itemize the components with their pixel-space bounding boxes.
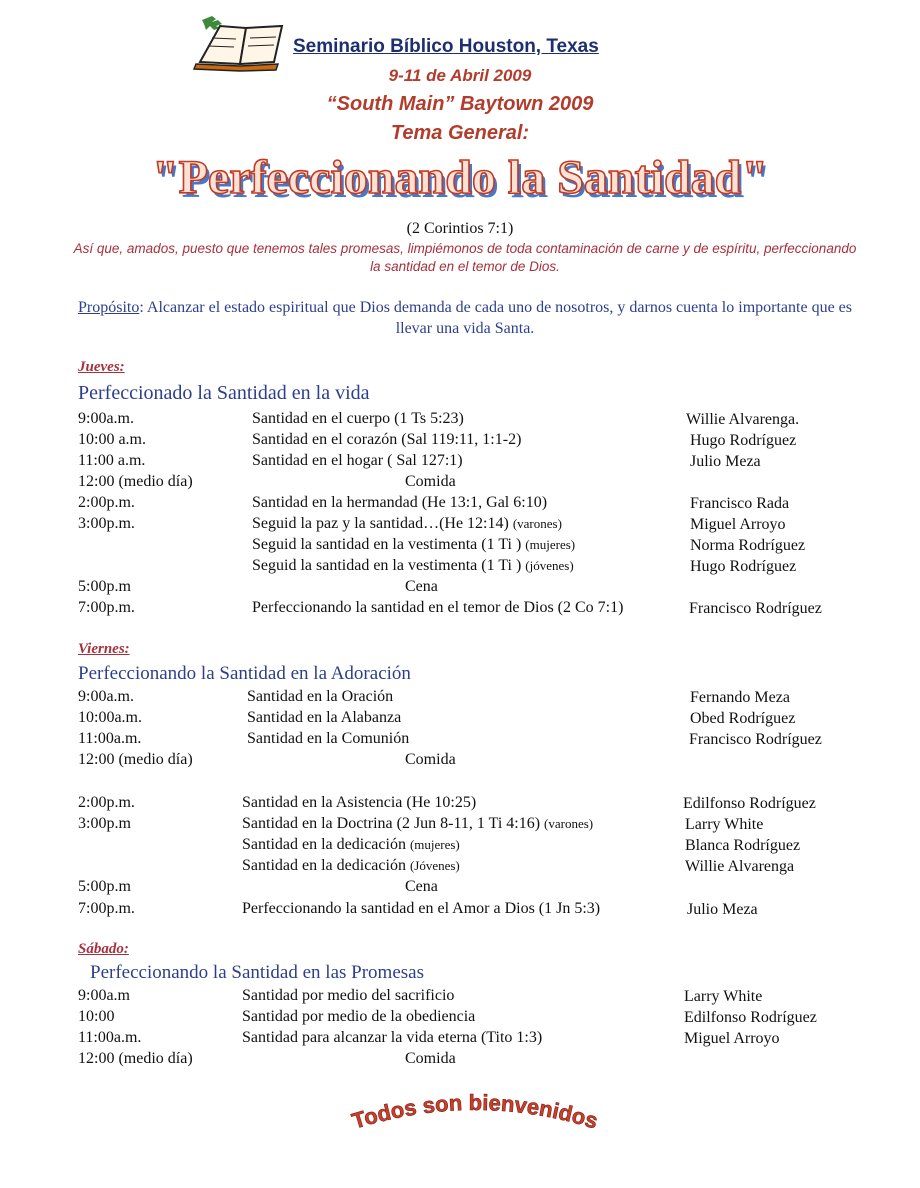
schedule-speaker: Francisco Rada bbox=[690, 495, 790, 512]
schedule-time: 12:00 (medio día) bbox=[78, 751, 193, 768]
schedule-topic: Santidad por medio del sacrificio bbox=[242, 987, 455, 1004]
schedule-time: 12:00 (medio día) bbox=[78, 1050, 193, 1067]
meal-break: Cena bbox=[405, 578, 438, 595]
schedule-speaker: Larry White bbox=[684, 988, 763, 1005]
verse-text: Así que, amados, puesto que tenemos tales promesas, limpiémonos de toda contaminación de carne y de espíritu, perfeccionando la santidad en el temor de Dios. bbox=[73, 241, 857, 274]
schedule-topic bbox=[252, 536, 575, 554]
schedule-topic: Perfeccionando la santidad en el temor de Dios (2 Co 7:1) bbox=[252, 599, 624, 616]
verse-reference: (2 Corintios 7:1) bbox=[406, 220, 514, 237]
event-dates: 9-11 de Abril 2009 bbox=[388, 66, 532, 85]
seminar-title: Seminario Bíblico Houston, Texas bbox=[293, 36, 599, 57]
audience-note: (varones) bbox=[512, 516, 562, 531]
schedule-speaker: Fernando Meza bbox=[690, 689, 790, 706]
schedule-topic: Santidad en la Oración bbox=[247, 688, 394, 705]
event-venue: “South Main” Baytown 2009 bbox=[326, 93, 594, 115]
schedule-time: 5:00p.m bbox=[78, 578, 131, 595]
schedule-topic bbox=[242, 836, 460, 854]
audience-note: (Jóvenes) bbox=[409, 858, 460, 873]
purpose-text: : Alcanzar el estado espiritual que Dios demanda de cada uno de nosotros, y darnos cuenta lo importante que es llevar una vida Santa. bbox=[139, 299, 852, 337]
audience-note: (mujeres) bbox=[409, 837, 460, 852]
purpose-statement bbox=[70, 297, 860, 339]
day-theme-viernes: Perfeccionando la Santidad en la Adoración bbox=[78, 663, 411, 684]
meal-break: Cena bbox=[405, 878, 438, 895]
schedule-topic bbox=[242, 857, 460, 875]
schedule-topic: Santidad en el hogar ( Sal 127:1) bbox=[252, 452, 463, 469]
schedule-speaker: Hugo Rodríguez bbox=[690, 558, 797, 575]
schedule-speaker: Francisco Rodríguez bbox=[689, 600, 822, 617]
schedule-speaker: Larry White bbox=[685, 816, 764, 833]
schedule-time: 7:00p.m. bbox=[78, 900, 135, 917]
main-theme-title: "Perfeccionando la Santidad" bbox=[152, 151, 768, 204]
schedule-topic: Perfeccionando la santidad en el Amor a Dios (1 Jn 5:3) bbox=[242, 900, 601, 917]
audience-note: (mujeres) bbox=[525, 537, 576, 552]
schedule-time: 5:00p.m bbox=[78, 878, 131, 895]
schedule-topic: Santidad en la Alabanza bbox=[247, 709, 402, 726]
schedule-speaker: Miguel Arroyo bbox=[684, 1030, 780, 1047]
day-label-viernes: Viernes: bbox=[78, 641, 130, 657]
schedule-time: 7:00p.m. bbox=[78, 599, 135, 616]
open-book-icon bbox=[190, 14, 290, 72]
schedule-speaker: Blanca Rodríguez bbox=[685, 837, 801, 854]
schedule-speaker: Willie Alvarenga. bbox=[686, 411, 800, 428]
schedule-speaker: Norma Rodríguez bbox=[690, 537, 806, 554]
schedule-topic bbox=[252, 557, 574, 575]
schedule-speaker: Hugo Rodríguez bbox=[690, 432, 797, 449]
schedule-topic bbox=[252, 515, 562, 533]
topic-text: Santidad en la dedicación bbox=[242, 857, 406, 874]
topic-text: Santidad en la Doctrina (2 Jun 8-11, 1 Ti 4:16) bbox=[242, 815, 541, 832]
schedule-time: 12:00 (medio día) bbox=[78, 473, 193, 490]
schedule-time: 11:00a.m. bbox=[78, 730, 142, 747]
schedule-speaker: Willie Alvarenga bbox=[685, 858, 795, 875]
schedule-speaker: Julio Meza bbox=[687, 901, 758, 918]
topic-text: Seguid la paz y la santidad…(He 12:14) bbox=[252, 515, 509, 532]
schedule-topic: Santidad por medio de la obediencia bbox=[242, 1008, 476, 1025]
schedule-speaker: Edilfonso Rodríguez bbox=[684, 1009, 817, 1026]
schedule-topic: Santidad en el cuerpo (1 Ts 5:23) bbox=[252, 410, 464, 427]
schedule-time: 10:00 bbox=[78, 1008, 115, 1025]
day-label-jueves: Jueves: bbox=[78, 359, 125, 375]
schedule-speaker: Obed Rodríguez bbox=[690, 710, 796, 727]
topic-text: Seguid la santidad en la vestimenta (1 Ti ) bbox=[252, 536, 522, 553]
schedule-time: 11:00 a.m. bbox=[78, 452, 146, 469]
topic-text: Santidad en la dedicación bbox=[242, 836, 406, 853]
schedule-time: 10:00 a.m. bbox=[78, 431, 146, 448]
welcome-text: Todos son bienvenidos bbox=[349, 1089, 601, 1134]
schedule-topic bbox=[242, 815, 593, 833]
schedule-time: 11:00a.m. bbox=[78, 1029, 142, 1046]
schedule-time: 2:00p.m. bbox=[78, 794, 135, 811]
schedule-topic: Santidad en la Asistencia (He 10:25) bbox=[242, 794, 477, 811]
theme-label: Tema General: bbox=[390, 122, 530, 144]
day-theme-sabado: Perfeccionando la Santidad en las Promesas bbox=[90, 962, 424, 983]
welcome-banner bbox=[290, 1088, 660, 1158]
schedule-topic: Santidad en la Comunión bbox=[247, 730, 410, 747]
schedule-time: 3:00p.m. bbox=[78, 515, 135, 532]
day-theme-jueves: Perfeccionado la Santidad en la vida bbox=[78, 382, 370, 404]
meal-break: Comida bbox=[405, 1050, 456, 1067]
meal-break: Comida bbox=[405, 473, 456, 490]
schedule-time: 9:00a.m. bbox=[78, 688, 134, 705]
schedule-speaker: Francisco Rodríguez bbox=[689, 731, 822, 748]
schedule-time: 9:00a.m. bbox=[78, 410, 134, 427]
topic-text: Seguid la santidad en la vestimenta (1 Ti ) bbox=[252, 557, 522, 574]
schedule-time: 10:00a.m. bbox=[78, 709, 142, 726]
schedule-topic: Santidad en la hermandad (He 13:1, Gal 6:10) bbox=[252, 494, 548, 511]
purpose-label: Propósito bbox=[77, 299, 140, 316]
schedule-time: 3:00p.m bbox=[78, 815, 131, 832]
schedule-speaker: Julio Meza bbox=[690, 453, 761, 470]
schedule-topic: Santidad en el corazón (Sal 119:11, 1:1-2) bbox=[252, 431, 522, 448]
schedule-speaker: Miguel Arroyo bbox=[690, 516, 786, 533]
audience-note: (varones) bbox=[544, 816, 594, 831]
audience-note: (jóvenes) bbox=[525, 558, 574, 573]
day-label-sabado: Sábado: bbox=[78, 941, 129, 957]
schedule-time: 2:00p.m. bbox=[78, 494, 135, 511]
schedule-topic: Santidad para alcanzar la vida eterna (Tito 1:3) bbox=[242, 1029, 543, 1046]
schedule-speaker: Edilfonso Rodríguez bbox=[683, 795, 816, 812]
meal-break: Comida bbox=[405, 751, 456, 768]
schedule-time: 9:00a.m bbox=[78, 987, 130, 1004]
